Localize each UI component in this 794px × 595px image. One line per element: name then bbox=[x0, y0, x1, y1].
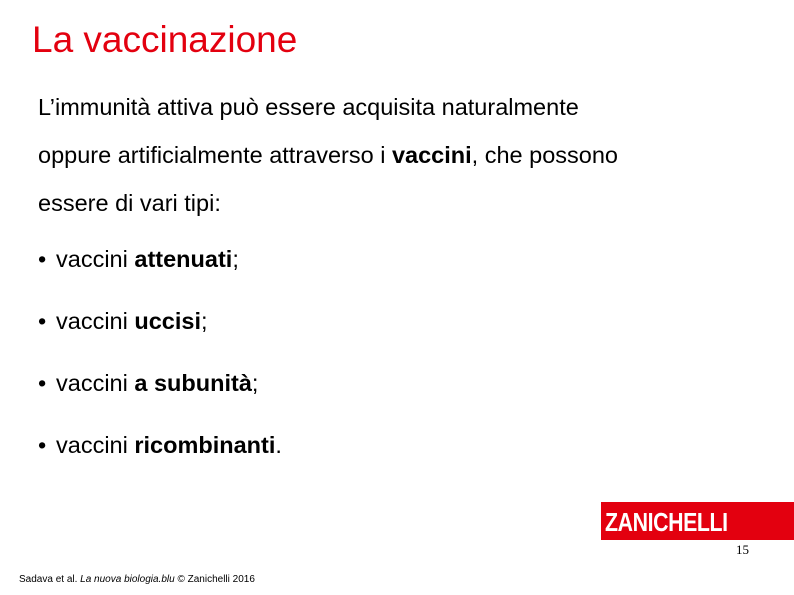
list-item-keyword: a subunità bbox=[134, 370, 252, 396]
intro-line-2-tail: , che possono bbox=[471, 142, 618, 168]
zanichelli-logo bbox=[601, 502, 794, 540]
vaccine-types-list bbox=[38, 232, 282, 480]
list-item-prefix: vaccini bbox=[56, 308, 135, 334]
intro-line-1: L’immunità attiva può essere acquisita naturalmente bbox=[38, 94, 579, 120]
list-item bbox=[38, 418, 282, 480]
bullet-marker: • bbox=[38, 432, 47, 458]
intro-line-2 bbox=[38, 131, 778, 179]
list-item-suffix: ; bbox=[201, 308, 208, 334]
list-item-keyword: uccisi bbox=[134, 308, 201, 334]
list-item bbox=[38, 294, 282, 356]
list-item-prefix: vaccini bbox=[56, 370, 135, 396]
intro-line-2-text: oppure artificialmente attraverso i bbox=[38, 142, 392, 168]
bullet-marker: • bbox=[38, 308, 47, 334]
list-item bbox=[38, 232, 282, 294]
list-item-prefix: vaccini bbox=[56, 246, 135, 272]
intro-paragraph bbox=[38, 83, 778, 227]
bullet-marker: • bbox=[38, 370, 47, 396]
citation bbox=[19, 573, 255, 586]
slide-title: La vaccinazione bbox=[32, 19, 298, 60]
intro-line-3: essere di vari tipi: bbox=[38, 190, 221, 216]
logo-text: ZANICHELLI bbox=[605, 507, 728, 537]
citation-publisher: © Zanichelli 2016 bbox=[174, 574, 255, 585]
intro-keyword-vaccini: vaccini bbox=[391, 142, 472, 168]
citation-book-title: La nuova biologia.blu bbox=[80, 574, 175, 585]
list-item bbox=[38, 356, 282, 418]
list-item-suffix: ; bbox=[251, 370, 259, 396]
list-item-keyword: ricombinanti bbox=[134, 432, 276, 458]
list-item-suffix: . bbox=[275, 432, 282, 458]
list-item-suffix: ; bbox=[232, 246, 239, 272]
list-item-prefix: vaccini bbox=[56, 432, 135, 458]
list-item-keyword: attenuati bbox=[134, 246, 233, 272]
bullet-marker: • bbox=[38, 246, 47, 272]
citation-authors: Sadava et al. bbox=[19, 574, 81, 585]
page-number: 15 bbox=[736, 542, 749, 557]
